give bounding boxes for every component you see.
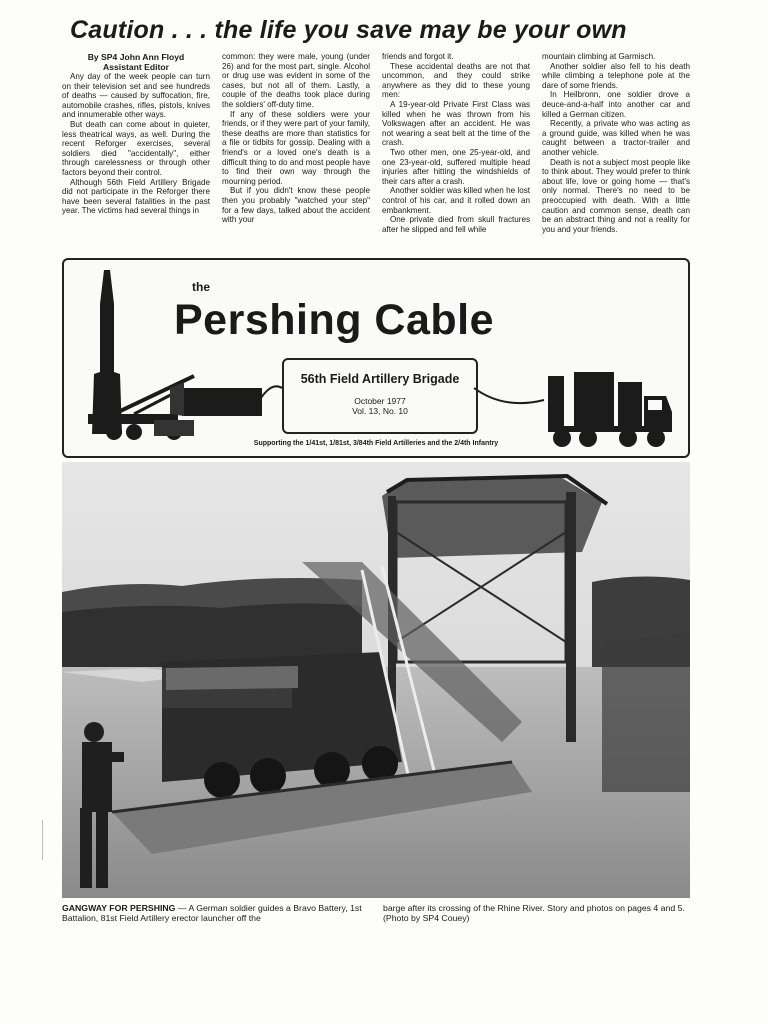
masthead-brigade: 56th Field Artillery Brigade bbox=[300, 372, 460, 386]
paragraph: Death is not a subject most people like to think about. They would prefer to think about life, love or going home — that's only normal. There's no need to be preoccupied with death. With a little caution and common sense, death can be an abstract thing and not a reality for you and your friends. bbox=[542, 157, 690, 234]
photo-barge-launcher bbox=[62, 462, 690, 898]
masthead-info-box bbox=[282, 358, 478, 434]
paragraph: Another soldier also fell to his death while climbing a telephone pole at the dare of some friends. bbox=[542, 61, 690, 90]
paragraph: friends and forgot it. bbox=[382, 52, 454, 61]
byline bbox=[62, 52, 210, 72]
paragraph: Although 56th Field Artillery Brigade did not participate in the Reforger there have been several fatalities in the past year. The victims had several things in bbox=[62, 177, 210, 216]
caption-left-text: — A German soldier guides a Bravo Battery, 1st Battalion, 81st Field Artillery erector launcher off the bbox=[62, 903, 362, 924]
headline: Caution . . . the life you save may be your own bbox=[70, 16, 627, 44]
paragraph: These accidental deaths are not that uncommon, and they could strike anywhere as they did to these young men: bbox=[382, 61, 530, 100]
masthead-support-line: Supporting the 1/41st, 1/81st, 3/84th Field Artilleries and the 2/4th Infantry bbox=[253, 440, 499, 447]
paragraph: Recently, a private who was acting as a ground guide, was killed when he was caught between a tractor-trailer and another vehicle. bbox=[542, 119, 690, 157]
byline-role: Assistant Editor bbox=[103, 62, 169, 72]
front-page-photo bbox=[62, 462, 690, 898]
masthead-date: October 1977 bbox=[354, 396, 406, 406]
masthead-the: the bbox=[192, 280, 210, 294]
paragraph: But death can come about in quieter, less theatrical ways, as well. During the recent Reforger exercises, several soldiers died "accidentally", either through carelessness or through other factors beyond their control. bbox=[62, 119, 210, 177]
paragraph: A 19-year-old Private First Class was killed when he was thrown from his Volkswagen after an accident. He was not wearing a seat belt at the time of the crash. bbox=[382, 99, 530, 148]
paragraph: If any of these soldiers were your friends, or if they were part of your family, these deaths are more than statistics for a file or tidbits for gossip. Dealing with a friend's or a loved one's death is a difficult thing to do and most people have to find their own way through the mourning period. bbox=[222, 109, 370, 186]
article-body bbox=[62, 52, 690, 254]
caption-right: barge after its crossing of the Rhine River. Story and photos on pages 4 and 5. (Photo by SP4 Couey) bbox=[383, 903, 685, 924]
photo-caption bbox=[62, 903, 690, 923]
paragraph: common: they were male, young (under 26) and for the most part, single. Alcohol or drug use was evident in some of the cases, but not all of them. Lastly, a couple of the deaths took place during the soldiers' off-duty time. bbox=[222, 52, 370, 109]
masthead-issue bbox=[284, 396, 476, 416]
paragraph: Any day of the week people can turn on their television set and see hundreds of deaths — caused by suffocation, fire, automobile crashes, rifles, pistols, knives and innumerable other ways. bbox=[62, 72, 210, 120]
paragraph: But if you didn't know these people then you probably "watched your step" for a few days, talked about the accident with your bbox=[222, 186, 370, 225]
paragraph: Two other men, one 25-year-old, and one 23-year-old, suffered multiple head injuries after hitting the windshields of their cars after a crash. bbox=[382, 147, 530, 186]
paragraph: One private died from skull fractures after he slipped and fell while bbox=[382, 215, 530, 234]
masthead-volume: Vol. 13, No. 10 bbox=[352, 406, 408, 416]
caption-left bbox=[62, 903, 369, 923]
article-column-1 bbox=[62, 52, 210, 254]
paragraph: In Heilbronn, one soldier drove a deuce-and-a-half into another car and killed a German citizen. bbox=[542, 90, 690, 119]
masthead-title: Pershing Cable bbox=[174, 296, 495, 344]
paragraph: mountain climbing at Garmisch. bbox=[542, 52, 656, 61]
paragraph: Another soldier was killed when he lost control of his car, and it rolled down an embankment. bbox=[382, 186, 530, 215]
caption-lead: GANGWAY FOR PERSHING bbox=[62, 903, 176, 913]
byline-author: By SP4 John Ann Floyd bbox=[87, 52, 185, 62]
truck-icon bbox=[548, 370, 678, 450]
article-column-3 bbox=[382, 52, 530, 254]
masthead bbox=[62, 258, 690, 458]
article-column-2 bbox=[222, 52, 370, 254]
article-column-4 bbox=[542, 52, 690, 254]
margin-mark bbox=[42, 820, 43, 860]
